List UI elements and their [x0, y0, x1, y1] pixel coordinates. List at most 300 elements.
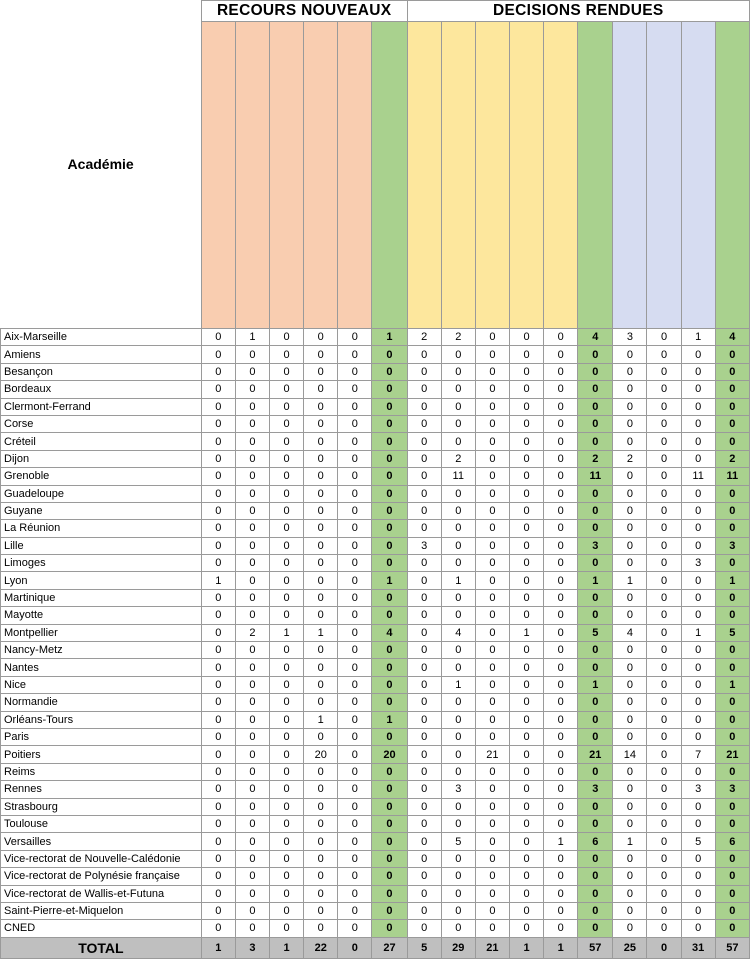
value-cell: 0 — [270, 694, 304, 711]
total-cell: 0 — [715, 502, 749, 519]
value-cell: 0 — [201, 815, 235, 832]
value-cell: 0 — [613, 433, 647, 450]
academie-name: Lyon — [1, 572, 202, 589]
total-cell: 0 — [578, 728, 613, 745]
total-cell: 0 — [715, 659, 749, 676]
value-cell: 0 — [544, 520, 578, 537]
value-cell: 0 — [407, 468, 441, 485]
total-cell: 0 — [715, 763, 749, 780]
value-cell: 0 — [613, 850, 647, 867]
value-cell: 0 — [647, 676, 681, 693]
total-cell: 0 — [372, 781, 407, 798]
value-cell: 0 — [475, 329, 509, 346]
value-cell: 0 — [475, 676, 509, 693]
total-cell: 0 — [715, 346, 749, 363]
value-cell: 0 — [475, 415, 509, 432]
grand-total-cell: 1 — [544, 937, 578, 958]
value-cell: 0 — [304, 920, 338, 937]
outcome-col-header-label — [649, 316, 661, 329]
value-cell: 0 — [304, 902, 338, 919]
total-cell: 0 — [715, 555, 749, 572]
academie-name: Corse — [1, 415, 202, 432]
total-cell: 0 — [372, 363, 407, 380]
value-cell: 0 — [475, 902, 509, 919]
total-cell: 0 — [372, 537, 407, 554]
value-cell: 0 — [270, 589, 304, 606]
value-cell: 0 — [270, 381, 304, 398]
total-cell: 1 — [715, 676, 749, 693]
table-row — [1, 381, 750, 398]
total-cell: 0 — [372, 815, 407, 832]
value-cell: 0 — [647, 763, 681, 780]
value-cell: 0 — [201, 711, 235, 728]
decisions-col-header-label — [444, 304, 468, 329]
decisions-col-header — [475, 22, 509, 329]
decisions-col-header — [544, 22, 578, 329]
value-cell: 0 — [441, 502, 475, 519]
total-cell: 0 — [372, 676, 407, 693]
value-cell: 0 — [613, 659, 647, 676]
value-cell: 0 — [647, 728, 681, 745]
total-cell: 0 — [578, 694, 613, 711]
value-cell: 7 — [681, 746, 715, 763]
total-cell: 0 — [578, 885, 613, 902]
total-cell: 0 — [372, 763, 407, 780]
value-cell: 0 — [475, 381, 509, 398]
value-cell: 0 — [441, 485, 475, 502]
total-cell: 0 — [715, 868, 749, 885]
table-row — [1, 520, 750, 537]
value-cell: 0 — [338, 850, 372, 867]
value-cell: 0 — [407, 815, 441, 832]
value-cell: 0 — [647, 781, 681, 798]
value-cell: 0 — [201, 763, 235, 780]
value-cell: 0 — [338, 329, 372, 346]
value-cell: 0 — [647, 607, 681, 624]
total-cell: 0 — [372, 659, 407, 676]
value-cell: 0 — [441, 920, 475, 937]
decisions-total-header — [578, 22, 613, 329]
value-cell: 0 — [201, 415, 235, 432]
value-cell: 0 — [338, 833, 372, 850]
academie-name: Vice-rectorat de Nouvelle-Calédonie — [1, 850, 202, 867]
total-cell: 0 — [715, 850, 749, 867]
value-cell: 0 — [647, 694, 681, 711]
value-cell: 0 — [441, 415, 475, 432]
group-recours-nouveaux: RECOURS NOUVEAUX — [201, 1, 407, 22]
value-cell: 0 — [407, 920, 441, 937]
value-cell: 0 — [407, 589, 441, 606]
academie-name: Besançon — [1, 363, 202, 380]
value-cell: 0 — [201, 868, 235, 885]
table-row — [1, 920, 750, 937]
academie-name: Poitiers — [1, 746, 202, 763]
value-cell: 0 — [270, 885, 304, 902]
value-cell: 1 — [544, 833, 578, 850]
total-cell: 0 — [715, 711, 749, 728]
total-cell: 0 — [372, 833, 407, 850]
value-cell: 3 — [681, 555, 715, 572]
value-cell: 0 — [441, 746, 475, 763]
value-cell: 0 — [201, 833, 235, 850]
value-cell: 0 — [235, 746, 269, 763]
value-cell: 0 — [544, 850, 578, 867]
grand-total-cell: 1 — [201, 937, 235, 958]
value-cell: 0 — [338, 607, 372, 624]
value-cell: 0 — [647, 902, 681, 919]
total-cell: 11 — [715, 468, 749, 485]
value-cell: 0 — [613, 381, 647, 398]
value-cell: 0 — [475, 502, 509, 519]
value-cell: 0 — [304, 329, 338, 346]
value-cell: 1 — [441, 676, 475, 693]
total-cell: 0 — [578, 798, 613, 815]
value-cell: 0 — [509, 485, 543, 502]
value-cell: 0 — [509, 329, 543, 346]
grand-total-cell: 1 — [509, 937, 543, 958]
value-cell: 0 — [235, 520, 269, 537]
value-cell: 0 — [509, 711, 543, 728]
value-cell: 0 — [441, 694, 475, 711]
value-cell: 0 — [201, 746, 235, 763]
academie-name: La Réunion — [1, 520, 202, 537]
value-cell: 0 — [270, 850, 304, 867]
value-cell: 0 — [647, 415, 681, 432]
recours-col-header-label — [238, 304, 262, 329]
value-cell: 0 — [475, 346, 509, 363]
value-cell: 0 — [509, 607, 543, 624]
decisions-col-header-label — [478, 304, 502, 329]
recours-col-header-label — [272, 304, 296, 329]
value-cell: 0 — [407, 694, 441, 711]
total-cell: 0 — [372, 555, 407, 572]
value-cell: 0 — [407, 781, 441, 798]
total-cell: 0 — [372, 694, 407, 711]
recours-col-header — [201, 22, 235, 329]
value-cell: 0 — [304, 589, 338, 606]
value-cell: 0 — [441, 363, 475, 380]
total-cell: 4 — [715, 329, 749, 346]
total-cell: 0 — [578, 433, 613, 450]
total-cell: 0 — [578, 868, 613, 885]
academie-name: Mayotte — [1, 607, 202, 624]
value-cell: 0 — [681, 885, 715, 902]
value-cell: 0 — [681, 868, 715, 885]
value-cell: 1 — [304, 711, 338, 728]
value-cell: 0 — [338, 485, 372, 502]
value-cell: 0 — [201, 676, 235, 693]
value-cell: 0 — [270, 398, 304, 415]
value-cell: 0 — [544, 624, 578, 641]
value-cell: 0 — [201, 885, 235, 902]
value-cell: 0 — [681, 502, 715, 519]
value-cell: 0 — [475, 607, 509, 624]
value-cell: 0 — [338, 763, 372, 780]
value-cell: 0 — [613, 589, 647, 606]
table-row — [1, 468, 750, 485]
value-cell: 5 — [681, 833, 715, 850]
recours-col-header — [270, 22, 304, 329]
value-cell: 0 — [235, 450, 269, 467]
value-cell: 0 — [647, 572, 681, 589]
academie-name: Nantes — [1, 659, 202, 676]
value-cell: 0 — [201, 363, 235, 380]
value-cell: 0 — [338, 798, 372, 815]
value-cell: 0 — [407, 520, 441, 537]
total-cell: 1 — [578, 572, 613, 589]
value-cell: 0 — [407, 833, 441, 850]
grand-total-cell: 27 — [372, 937, 407, 958]
value-cell: 0 — [441, 902, 475, 919]
value-cell: 0 — [338, 902, 372, 919]
value-cell: 0 — [270, 502, 304, 519]
value-cell: 0 — [475, 659, 509, 676]
grand-total-cell: 3 — [235, 937, 269, 958]
value-cell: 0 — [544, 815, 578, 832]
value-cell: 0 — [647, 659, 681, 676]
value-cell: 0 — [441, 346, 475, 363]
academie-name: Dijon — [1, 450, 202, 467]
value-cell: 0 — [338, 746, 372, 763]
value-cell: 1 — [201, 572, 235, 589]
value-cell: 2 — [441, 329, 475, 346]
academie-name: Paris — [1, 728, 202, 745]
grand-total-cell: 31 — [681, 937, 715, 958]
value-cell: 0 — [201, 555, 235, 572]
total-cell: 0 — [372, 381, 407, 398]
value-cell: 0 — [441, 642, 475, 659]
value-cell: 0 — [407, 746, 441, 763]
table-row — [1, 398, 750, 415]
value-cell: 0 — [235, 433, 269, 450]
value-cell: 0 — [235, 381, 269, 398]
value-cell: 0 — [681, 798, 715, 815]
value-cell: 0 — [647, 381, 681, 398]
academie-name: Toulouse — [1, 815, 202, 832]
value-cell: 0 — [407, 676, 441, 693]
value-cell: 0 — [681, 346, 715, 363]
value-cell: 1 — [613, 572, 647, 589]
table-row — [1, 555, 750, 572]
value-cell: 0 — [304, 642, 338, 659]
value-cell: 0 — [304, 502, 338, 519]
value-cell: 0 — [544, 763, 578, 780]
value-cell: 0 — [270, 763, 304, 780]
value-cell: 0 — [475, 624, 509, 641]
value-cell: 0 — [338, 433, 372, 450]
value-cell: 0 — [475, 694, 509, 711]
value-cell: 0 — [270, 468, 304, 485]
value-cell: 0 — [441, 555, 475, 572]
total-label: TOTAL — [1, 937, 202, 958]
value-cell: 0 — [613, 781, 647, 798]
value-cell: 0 — [201, 381, 235, 398]
table-row — [1, 450, 750, 467]
value-cell: 0 — [475, 572, 509, 589]
table-header — [1, 1, 750, 329]
value-cell: 0 — [544, 746, 578, 763]
value-cell: 1 — [509, 624, 543, 641]
value-cell: 0 — [475, 885, 509, 902]
value-cell: 0 — [475, 711, 509, 728]
value-cell: 1 — [681, 329, 715, 346]
value-cell: 0 — [613, 676, 647, 693]
value-cell: 0 — [681, 433, 715, 450]
value-cell: 0 — [235, 833, 269, 850]
value-cell: 0 — [681, 589, 715, 606]
value-cell: 0 — [681, 711, 715, 728]
value-cell: 0 — [270, 728, 304, 745]
value-cell: 0 — [509, 468, 543, 485]
total-cell: 0 — [372, 398, 407, 415]
outcome-col-header — [681, 22, 715, 329]
value-cell: 0 — [681, 415, 715, 432]
value-cell: 0 — [270, 815, 304, 832]
value-cell: 0 — [681, 381, 715, 398]
academie-name: Limoges — [1, 555, 202, 572]
decisions-col-header-label — [410, 304, 434, 329]
total-row — [1, 937, 750, 958]
total-cell: 0 — [372, 798, 407, 815]
academie-name: Clermont-Ferrand — [1, 398, 202, 415]
value-cell: 0 — [475, 468, 509, 485]
value-cell: 0 — [544, 885, 578, 902]
value-cell: 0 — [475, 398, 509, 415]
value-cell: 0 — [647, 555, 681, 572]
value-cell: 0 — [544, 902, 578, 919]
value-cell: 0 — [235, 711, 269, 728]
total-cell: 0 — [372, 902, 407, 919]
value-cell: 0 — [647, 468, 681, 485]
value-cell: 0 — [475, 642, 509, 659]
value-cell: 0 — [270, 781, 304, 798]
table-row — [1, 502, 750, 519]
academie-name: Nice — [1, 676, 202, 693]
table-row — [1, 798, 750, 815]
value-cell: 0 — [338, 781, 372, 798]
academie-name: Amiens — [1, 346, 202, 363]
value-cell: 0 — [509, 902, 543, 919]
table-row — [1, 589, 750, 606]
value-cell: 0 — [304, 868, 338, 885]
academie-name: Rennes — [1, 781, 202, 798]
value-cell: 0 — [235, 363, 269, 380]
total-cell: 0 — [715, 728, 749, 745]
total-cell: 3 — [578, 781, 613, 798]
value-cell: 0 — [509, 589, 543, 606]
value-cell: 0 — [613, 555, 647, 572]
table-row — [1, 607, 750, 624]
value-cell: 0 — [235, 763, 269, 780]
total-cell: 21 — [715, 746, 749, 763]
value-cell: 0 — [270, 902, 304, 919]
value-cell: 0 — [647, 798, 681, 815]
decisions-col-header — [441, 22, 475, 329]
value-cell: 0 — [338, 642, 372, 659]
academie-name: CNED — [1, 920, 202, 937]
table-row — [1, 711, 750, 728]
value-cell: 0 — [270, 676, 304, 693]
total-cell: 0 — [578, 381, 613, 398]
value-cell: 0 — [235, 502, 269, 519]
value-cell: 0 — [544, 694, 578, 711]
value-cell: 0 — [407, 433, 441, 450]
value-cell: 0 — [235, 485, 269, 502]
value-cell: 0 — [235, 728, 269, 745]
value-cell: 0 — [509, 676, 543, 693]
total-cell: 4 — [372, 624, 407, 641]
value-cell: 0 — [509, 450, 543, 467]
value-cell: 0 — [407, 728, 441, 745]
value-cell: 0 — [304, 798, 338, 815]
table-row — [1, 763, 750, 780]
value-cell: 0 — [201, 398, 235, 415]
total-cell: 0 — [715, 520, 749, 537]
value-cell: 0 — [544, 572, 578, 589]
value-cell: 0 — [407, 450, 441, 467]
academie-header: Académie — [1, 1, 202, 329]
table-row — [1, 659, 750, 676]
outcome-col-header-label — [684, 316, 696, 329]
value-cell: 0 — [647, 433, 681, 450]
recours-col-header — [235, 22, 269, 329]
academie-name: Strasbourg — [1, 798, 202, 815]
value-cell: 0 — [304, 885, 338, 902]
value-cell: 0 — [681, 728, 715, 745]
value-cell: 0 — [475, 920, 509, 937]
value-cell: 0 — [647, 450, 681, 467]
value-cell: 0 — [475, 589, 509, 606]
value-cell: 0 — [647, 642, 681, 659]
value-cell: 0 — [270, 920, 304, 937]
table-row — [1, 815, 750, 832]
value-cell: 0 — [338, 815, 372, 832]
table-row — [1, 885, 750, 902]
value-cell: 0 — [544, 363, 578, 380]
value-cell: 0 — [338, 676, 372, 693]
value-cell: 0 — [647, 537, 681, 554]
total-cell: 0 — [578, 902, 613, 919]
value-cell: 0 — [235, 798, 269, 815]
value-cell: 0 — [509, 763, 543, 780]
value-cell: 1 — [681, 624, 715, 641]
total-cell: 0 — [372, 728, 407, 745]
value-cell: 0 — [304, 728, 338, 745]
value-cell: 0 — [681, 815, 715, 832]
recours-col-header — [304, 22, 338, 329]
value-cell: 0 — [407, 642, 441, 659]
value-cell: 0 — [613, 920, 647, 937]
value-cell: 0 — [475, 868, 509, 885]
table-row — [1, 728, 750, 745]
value-cell: 0 — [475, 781, 509, 798]
value-cell: 0 — [201, 659, 235, 676]
table-row — [1, 485, 750, 502]
academie-name: Créteil — [1, 433, 202, 450]
total-cell: 0 — [578, 850, 613, 867]
value-cell: 21 — [475, 746, 509, 763]
value-cell: 0 — [544, 659, 578, 676]
value-cell: 0 — [201, 346, 235, 363]
value-cell: 0 — [304, 676, 338, 693]
value-cell: 0 — [201, 485, 235, 502]
outcome-col-header — [647, 22, 681, 329]
table-body — [1, 329, 750, 959]
value-cell: 3 — [407, 537, 441, 554]
total-cell: 0 — [372, 868, 407, 885]
grand-total-cell: 21 — [475, 937, 509, 958]
grand-total-cell: 57 — [578, 937, 613, 958]
